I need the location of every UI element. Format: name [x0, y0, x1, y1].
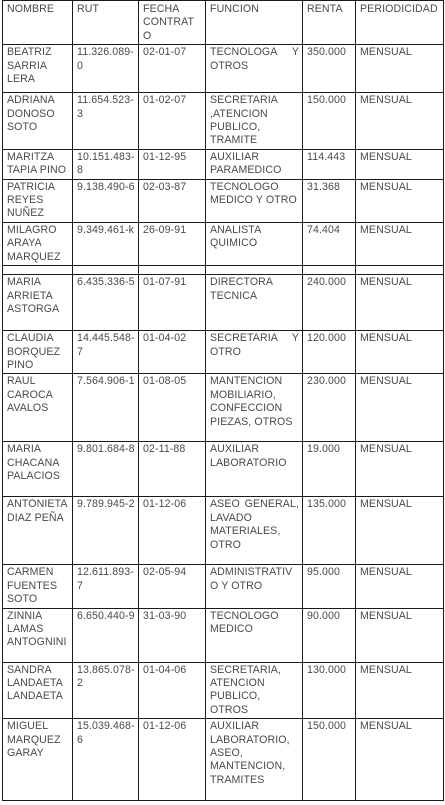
cell-periodicidad: MENSUAL: [356, 179, 444, 222]
cell-rut: 6.435.336-5: [73, 275, 139, 331]
cell-fecha: 01-08-05: [139, 374, 206, 442]
table-row: [3, 565, 444, 608]
cell-funcion: SECRETARIA Y OTRO: [206, 331, 303, 374]
cell-rut: 13.865.078-2: [73, 662, 139, 719]
cell-fecha: 02-01-07: [139, 45, 206, 93]
cell-fecha: 01-12-06: [139, 497, 206, 565]
cell-nombre: MILAGRO ARAYA MARQUEZ: [3, 222, 73, 265]
table-row: [3, 497, 444, 565]
cell-renta: 130.000: [303, 662, 356, 719]
cell-fecha: 01-04-02: [139, 331, 206, 374]
cell-periodicidad: MENSUAL: [356, 719, 444, 801]
cell-nombre: ADRIANA DONOSO SOTO: [3, 93, 73, 150]
cell-funcion: TECNOLOGO MEDICO Y OTRO: [206, 179, 303, 222]
cell-fecha: 01-07-91: [139, 275, 206, 331]
cell-nombre: ANTONIETA DIAZ PEÑA: [3, 497, 73, 565]
table-row: [3, 662, 444, 719]
cell-funcion: SECRETARIA, ATENCION PUBLICO, OTROS: [206, 662, 303, 719]
cell-renta: 135.000: [303, 497, 356, 565]
cell-nombre: RAUL CAROCA AVALOS: [3, 374, 73, 442]
cell-renta: 150.000: [303, 719, 356, 801]
cell-fecha: 02-03-87: [139, 179, 206, 222]
cell-renta: 90.000: [303, 608, 356, 662]
cell-rut: 6.650.440-9: [73, 608, 139, 662]
cell-rut: 9.801.684-8: [73, 442, 139, 497]
cell-fecha: 01-02-07: [139, 93, 206, 150]
cell-rut: 11.654.523-3: [73, 93, 139, 150]
cell-funcion: AUXILIAR LABORATORIO: [206, 442, 303, 497]
cell-funcion: TECNOLOGO MEDICO: [206, 608, 303, 662]
cell-funcion: TECNOLOGA Y OTROS: [206, 45, 303, 93]
header-renta: RENTA: [303, 1, 356, 45]
cell-periodicidad: MENSUAL: [356, 93, 444, 150]
cell-renta: 120.000: [303, 331, 356, 374]
cell-funcion: ANALISTA QUIMICO: [206, 222, 303, 265]
header-rut: RUT: [73, 1, 139, 45]
header-fecha-contrato: FECHA CONTRATO: [139, 1, 206, 45]
cell-periodicidad: MENSUAL: [356, 331, 444, 374]
cell-nombre: PATRICIA REYES NUÑEZ: [3, 179, 73, 222]
cell-rut: 9.789.945-2: [73, 497, 139, 565]
cell-periodicidad: MENSUAL: [356, 565, 444, 608]
cell-funcion: DIRECTORA TECNICA: [206, 275, 303, 331]
cell-nombre: CLAUDIA BORQUEZ PINO: [3, 331, 73, 374]
cell-periodicidad: MENSUAL: [356, 45, 444, 93]
cell-funcion: AUXILIAR LABORATORIO, ASEO, MANTENCION, TRAMITES: [206, 719, 303, 801]
cell-renta: 95.000: [303, 565, 356, 608]
cell-renta: 114.443: [303, 149, 356, 179]
table-row: [3, 179, 444, 222]
cell-funcion: AUXILIAR PARAMEDICO: [206, 149, 303, 179]
cell-renta: 74.404: [303, 222, 356, 265]
table-row: [3, 442, 444, 497]
table-row: [3, 275, 444, 331]
staff-table: [2, 0, 444, 801]
cell-rut: 9.349.461-k: [73, 222, 139, 265]
cell-fecha: 02-11-88: [139, 442, 206, 497]
header-nombre: NOMBRE: [3, 1, 73, 45]
header-periodicidad: PERIODICIDAD: [356, 1, 444, 45]
table-row: [3, 719, 444, 801]
cell-nombre: MIGUEL MARQUEZ GARAY: [3, 719, 73, 801]
header-row: [3, 1, 444, 45]
cell-fecha: 01-04-06: [139, 662, 206, 719]
cell-renta: 240.000: [303, 275, 356, 331]
cell-rut: 7.564.906-1: [73, 374, 139, 442]
cell-fecha: 01-12-06: [139, 719, 206, 801]
cell-renta: 150.000: [303, 93, 356, 150]
table-row: [3, 222, 444, 265]
cell-rut: 10.151.483-8: [73, 149, 139, 179]
cell-renta: 19.000: [303, 442, 356, 497]
cell-funcion: MANTENCION MOBILIARIO, CONFECCION PIEZAS, OTROS: [206, 374, 303, 442]
cell-nombre: BEATRIZ SARRIA LERA: [3, 45, 73, 93]
cell-renta: 230.000: [303, 374, 356, 442]
cell-fecha: 31-03-90: [139, 608, 206, 662]
table-row: [3, 331, 444, 374]
table-row: [3, 93, 444, 150]
cell-periodicidad: MENSUAL: [356, 374, 444, 442]
cell-funcion: ADMINISTRATIVO Y OTRO: [206, 565, 303, 608]
cell-nombre: MARIA ARRIETA ASTORGA: [3, 275, 73, 331]
header-funcion: FUNCION: [206, 1, 303, 45]
cell-periodicidad: MENSUAL: [356, 149, 444, 179]
cell-fecha: 01-12-95: [139, 149, 206, 179]
cell-rut: 12.611.893-7: [73, 565, 139, 608]
table-row: [3, 374, 444, 442]
cell-nombre: ZINNIA LAMAS ANTOGNINI: [3, 608, 73, 662]
cell-periodicidad: MENSUAL: [356, 662, 444, 719]
table-row: [3, 608, 444, 662]
cell-rut: 15.039.468-6: [73, 719, 139, 801]
cell-fecha: 26-09-91: [139, 222, 206, 265]
cell-periodicidad: MENSUAL: [356, 608, 444, 662]
separator-row: [3, 266, 444, 275]
table-row: [3, 45, 444, 93]
cell-rut: 9.138.490-6: [73, 179, 139, 222]
cell-rut: 11.326.089-0: [73, 45, 139, 93]
cell-rut: 14.445.548-7: [73, 331, 139, 374]
cell-renta: 31.368: [303, 179, 356, 222]
cell-nombre: SANDRA LANDAETA LANDAETA: [3, 662, 73, 719]
cell-funcion: ASEO GENERAL, LAVADO MATERIALES, OTRO: [206, 497, 303, 565]
cell-nombre: CARMEN FUENTES SOTO: [3, 565, 73, 608]
cell-periodicidad: MENSUAL: [356, 222, 444, 265]
cell-renta: 350.000: [303, 45, 356, 93]
cell-fecha: 02-05-94: [139, 565, 206, 608]
cell-funcion: SECRETARIA ,ATENCION PUBLICO, TRAMITE: [206, 93, 303, 150]
cell-periodicidad: MENSUAL: [356, 442, 444, 497]
cell-periodicidad: MENSUAL: [356, 497, 444, 565]
table-row: [3, 149, 444, 179]
cell-nombre: MARIA CHACANA PALACIOS: [3, 442, 73, 497]
cell-periodicidad: MENSUAL: [356, 275, 444, 331]
cell-nombre: MARITZA TAPIA PINO: [3, 149, 73, 179]
